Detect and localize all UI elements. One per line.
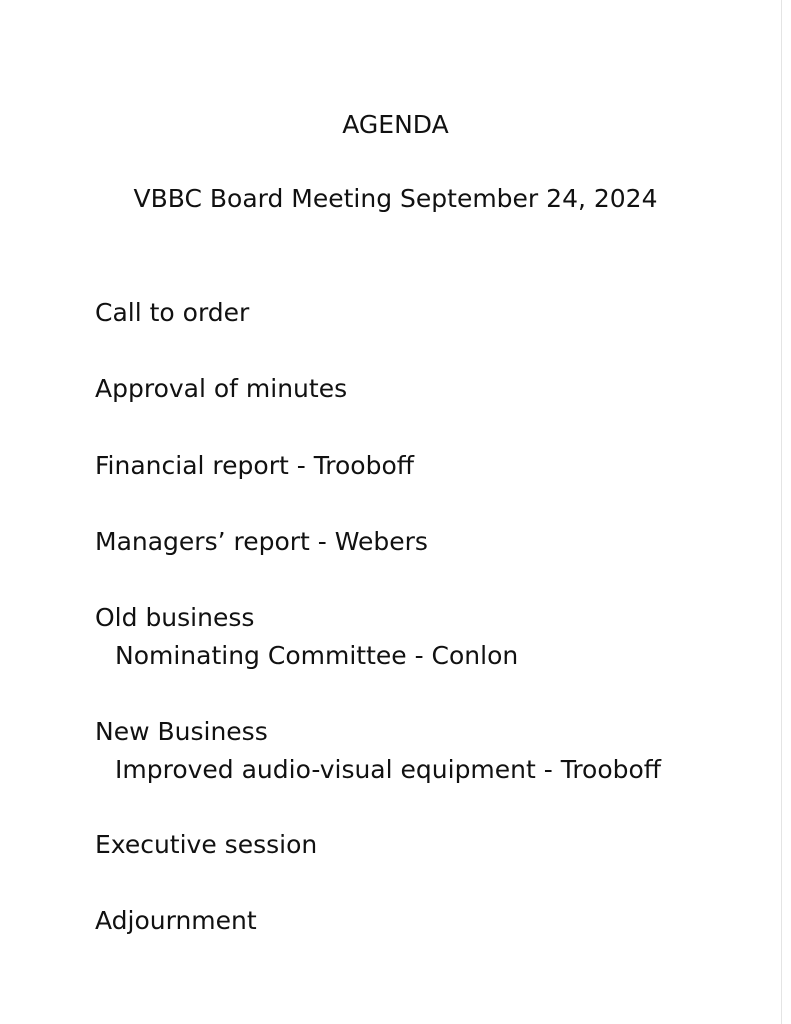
scan-edge-line [781, 0, 782, 1024]
agenda-item-old-business: Old business [95, 603, 255, 632]
agenda-item-financial-report: Financial report - Trooboff [95, 451, 414, 480]
agenda-item-adjournment: Adjournment [95, 906, 257, 935]
agenda-item-executive-session: Executive session [95, 830, 318, 859]
agenda-item-call-to-order: Call to order [95, 298, 250, 327]
agenda-subitem-audio-visual-equipment: Improved audio-visual equipment - Trooboff [115, 755, 662, 784]
agenda-item-new-business: New Business [95, 717, 268, 746]
agenda-title: AGENDA [342, 110, 449, 139]
agenda-item-approval-of-minutes: Approval of minutes [95, 374, 348, 403]
agenda-subitem-nominating-committee: Nominating Committee - Conlon [115, 641, 519, 670]
meeting-subtitle: VBBC Board Meeting September 24, 2024 [133, 184, 658, 213]
agenda-item-managers-report: Managers’ report - Webers [95, 527, 428, 556]
